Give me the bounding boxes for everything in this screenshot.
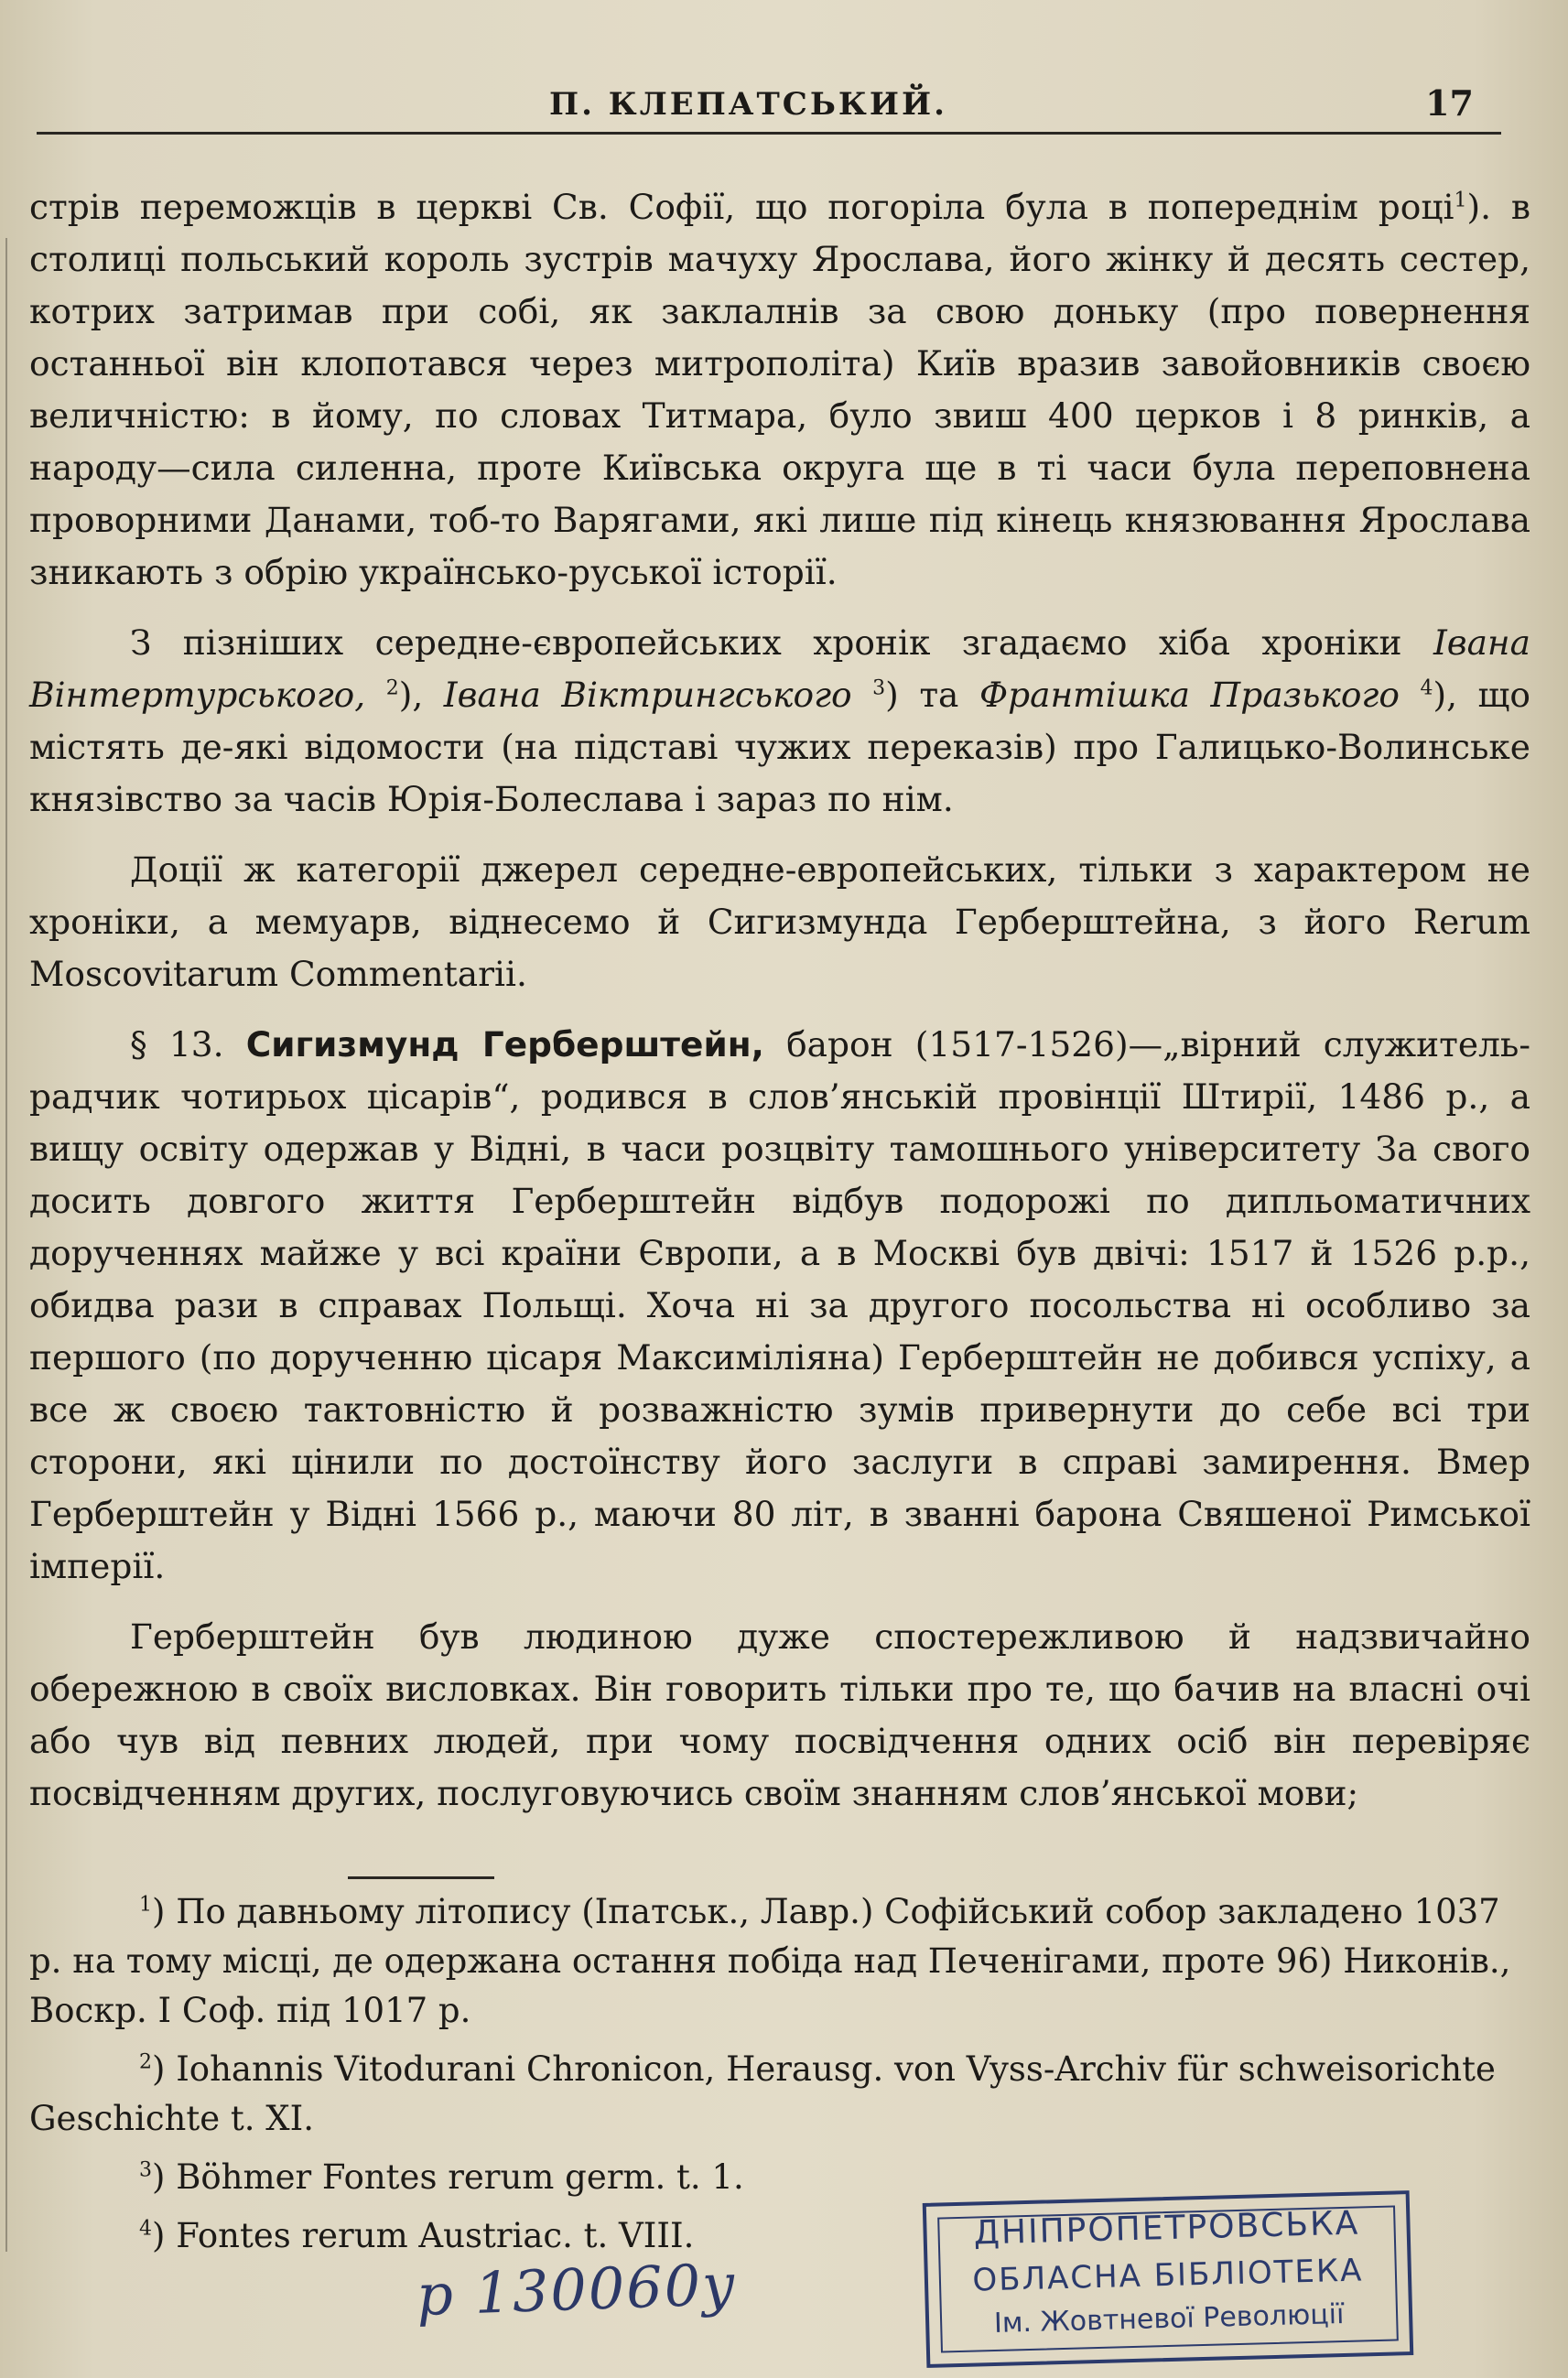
footnote-ref-3: 3 <box>872 676 886 700</box>
library-stamp <box>923 2190 1414 2368</box>
footnote-ref-2: 2 <box>385 676 399 700</box>
paragraph-2 <box>29 617 1530 826</box>
section-number: § 13. <box>130 1024 224 1065</box>
handwritten-inventory-number: р 130060у <box>415 2250 739 2329</box>
page-number: 17 <box>1425 82 1474 124</box>
footnote-4-text: ) Fontes rerum Austriac. t. VIII. <box>152 2216 695 2255</box>
chronicle-frantisek-prague: Франтішка Празького <box>979 675 1400 715</box>
paragraph-2-sep2: ) та <box>885 675 979 715</box>
chronicle-ivan-winterthur: Івана Вінтертурського, <box>29 622 1530 715</box>
footnote-separator <box>348 1876 494 1879</box>
section-heading: Сигизмунд Герберштейн, <box>245 1024 764 1065</box>
footnote-4-mark: 4 <box>139 2217 152 2241</box>
paragraph-1-end: ). в столиці польський король зустрів мачуху Ярослава, його жінку й десять сестер, котрих затримав при собі, як заклалнів за свою доньку (про повернення останньої він клопотався через митрополіта) Київ вразив завойовників своєю величністю: в йому, по словах Титмара, було звиш 400 церков і 8 ринків, а народу—сила силенна, проте Київська округа ще в ті часи була переповнена проворними Данами, тоб-то Варягами, які лише під кінець князювання Ярослава зникають з обрію українсько-руської історії. <box>29 187 1530 592</box>
footnote-3-mark: 3 <box>139 2158 152 2182</box>
paragraph-4-text: барон (1517-1526)—„вірний служитель-радчик чотирьох цісарів“, родився в слов’янській провінції Штирії, 1486 р., а вищу освіту одержав у Відні, в часи розцвіту тамошнього університету За свого досить довгого життя Герберштейн відбув подорожі по дипльоматичних дорученнях майже у всі країни Європи, а в Москві був двічі: 1517 й 1526 р.р., обидва рази в справах Польщі. Хоча ні за другого посольства ні особливо за першого (по дорученню цісаря Максиміліяна) Герберштейн не добився успіху, а все ж своєю тактовністю й розважністю зумів привернути до себе всі три сторони, які цінили по достоїнству його заслуги в справі замирення. Вмер Герберштейн у Відні 1566 р., маючи 80 літ, в званні барона Свяшеної Римської імперії. <box>29 1024 1531 1586</box>
page-header <box>37 77 1501 135</box>
page-edge-shadow <box>5 238 7 2252</box>
footnote-2-text: ) Iohannis Vitodurani Chronicon, Herausg. von Vyss-Archiv für schweisorichte Geschichte t. XI. <box>29 2049 1496 2138</box>
stamp-line-3: Ім. Жовтневої Революції <box>993 2297 1345 2340</box>
footnote-2 <box>29 2045 1530 2144</box>
footnote-3-text: ) Böhmer Fontes rerum germ. t. 1. <box>152 2157 744 2197</box>
footnote-ref-1: 1 <box>1454 189 1467 212</box>
stamp-line-1: ДНІПРОПЕТРОВСЬКА <box>973 2204 1360 2253</box>
paragraph-2-sep1: ), <box>398 675 444 715</box>
paragraph-1-text: стрів переможців в церкві Св. Софії, що погоріла була в попереднім році <box>29 187 1454 227</box>
footnote-1-mark: 1 <box>139 1893 152 1917</box>
footnote-1 <box>29 1887 1530 2036</box>
chronicle-ivan-viktring: Івана Віктрингського <box>443 675 852 715</box>
paragraph-3: Доції ж категорії джерел середне-европейських, тільки з характером не хроніки, а мемуарв, віднесемо й Сигизмунда Герберштейна, з його Rerum Moscovitarum Commentarii. <box>29 849 1530 994</box>
paragraph-1 <box>29 181 1530 599</box>
running-head: П. КЛЕПАТСЬКИЙ. <box>549 86 947 123</box>
paragraph-2-intro: З пізніших середне-європейських хронік згадаємо хіба хроніки <box>130 622 1402 663</box>
paragraph-2-end: ), що містять де-які відомости (на підставі чужих переказів) про Галицько-Волинське князівство за часів Юрія-Болеслава і зараз по нім. <box>29 675 1530 819</box>
stamp-line-2: ОБЛАСНА БІБЛІОТЕКА <box>971 2252 1364 2299</box>
footnote-1-text: ) По давньому літопису (Іпатськ., Лавр.) Софійський собор закладено 1037 р. на тому місці, де одержана остання побіда над Печенігами, проте 96) Никонів., Воскр. І Соф. під 1017 р. <box>29 1892 1511 2030</box>
body-text <box>29 181 1530 1838</box>
footnote-ref-4: 4 <box>1420 676 1433 700</box>
footnote-2-mark: 2 <box>139 2050 152 2074</box>
paragraph-4 <box>29 1019 1530 1593</box>
paragraph-5: Герберштейн був людиною дуже спостережливою й надзвичайно обережною в своїх висловках. Він говорить тільки про те, що бачив на власні очі або чув від певних людей, при чому посвідчення одних осіб він перевіряє посвідченням других, послуговуючись своїм знанням слов’янської мови; <box>29 1616 1530 1813</box>
